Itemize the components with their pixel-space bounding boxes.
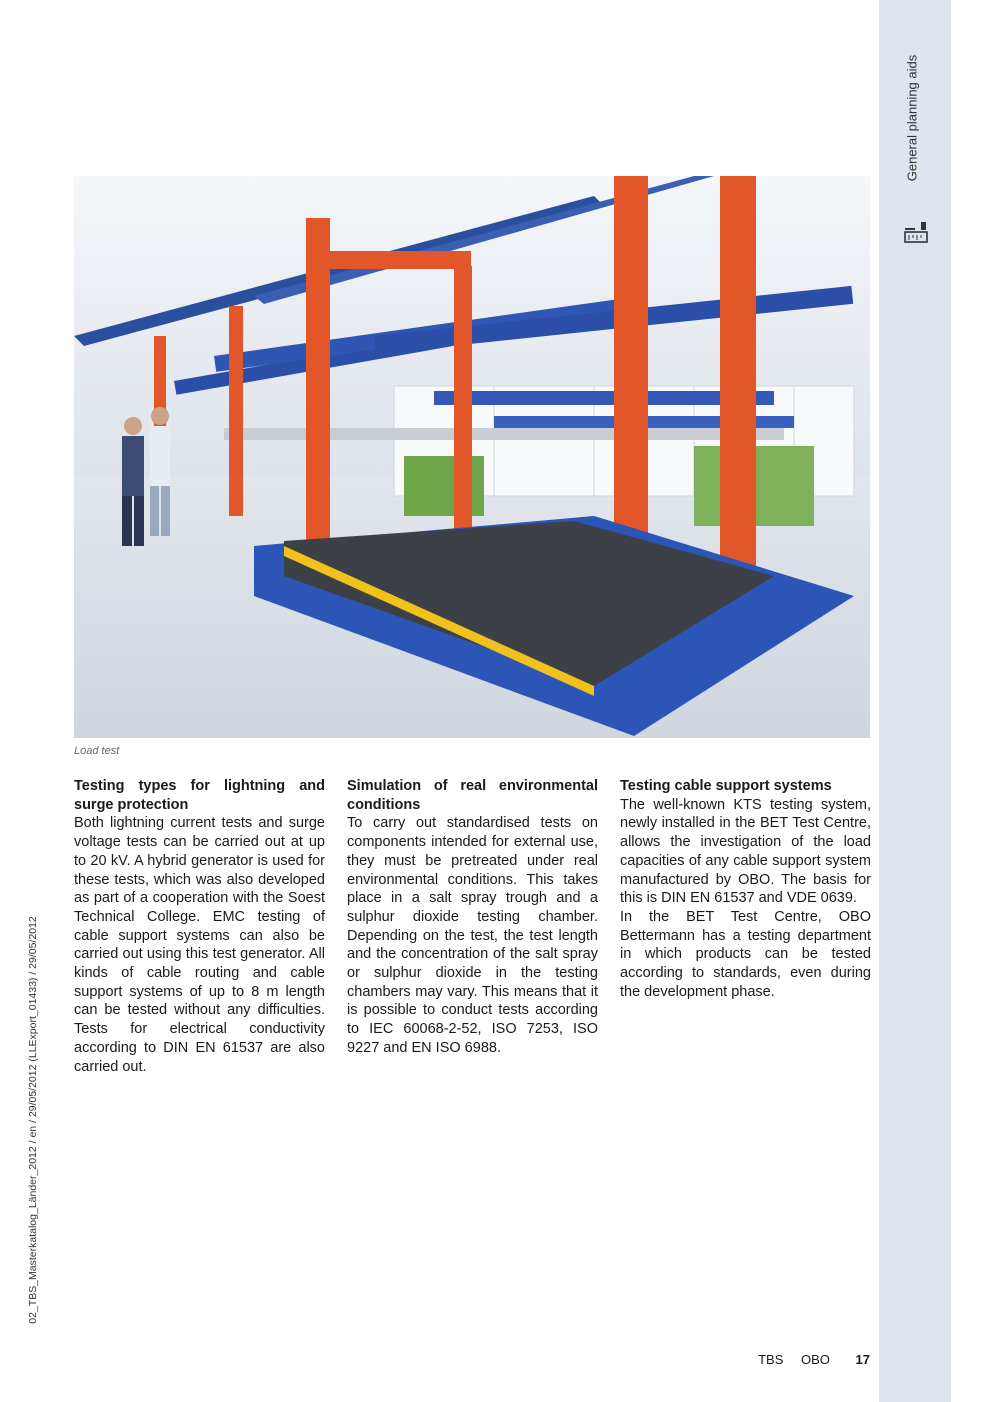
column-heading: Simulation of real environmental conditions [347, 778, 598, 813]
text-column-3 [620, 777, 871, 1001]
photo-caption: Load test [74, 745, 120, 757]
column-heading: Testing types for lightning and surge protection [74, 778, 325, 813]
planning-tools-icon [904, 221, 928, 243]
page-number: 17 [855, 1352, 870, 1367]
column-paragraph: To carry out standardised tests on components intended for external use, they must be pretreated under real environmental conditions. This takes place in a salt spray trough and a sulphur dioxide testing chamber. Depending on the test, the test length and the concentration of the salt spray or sulphur dioxide in the testing chambers may vary. This means that it is possible to conduct tests according to IEC 60068-2-52, ISO 7253, ISO 9227 and EN ISO 6988. [347, 815, 598, 1056]
text-column-1 [74, 777, 325, 1076]
column-paragraph: In the BET Test Centre, OBO Bettermann has a testing department in which products can be tested according to standards, even during the development phase. [620, 908, 871, 1000]
footer-section: TBS [758, 1352, 784, 1367]
column-paragraph: The well-known KTS testing system, newly installed in the BET Test Centre, allows the investigation of the load capacities of any cable support system manufactured by OBO. The basis for this is DIN EN 61537 and VDE 0639. [620, 796, 871, 907]
footer-brand: OBO [801, 1352, 830, 1367]
sidebar-title: General planning aids [904, 54, 920, 182]
file-meta-text: 02_TBS_Masterkatalog_Länder_2012 / en / 29/05/2012 (LLExport_01433) / 29/05/2012 [27, 916, 39, 1324]
page-footer [744, 1352, 870, 1367]
text-column-2 [347, 777, 598, 1058]
sidebar-strip [879, 0, 951, 1402]
column-paragraph: Both lightning current tests and surge voltage tests can be carried out at up to 20 kV. A hybrid generator is used for these tests, which was also developed as part of a cooperation with the Soest Technical College. EMC testing of cable support systems can also be carried out using this test generator. All kinds of cable routing and cable support systems of up to 8 m length can be tested without any difficulties. Tests for electrical conductivity according to DIN EN 61537 are also carried out. [74, 815, 325, 1075]
column-heading: Testing cable support systems [620, 778, 832, 794]
load-test-photo [74, 176, 870, 738]
